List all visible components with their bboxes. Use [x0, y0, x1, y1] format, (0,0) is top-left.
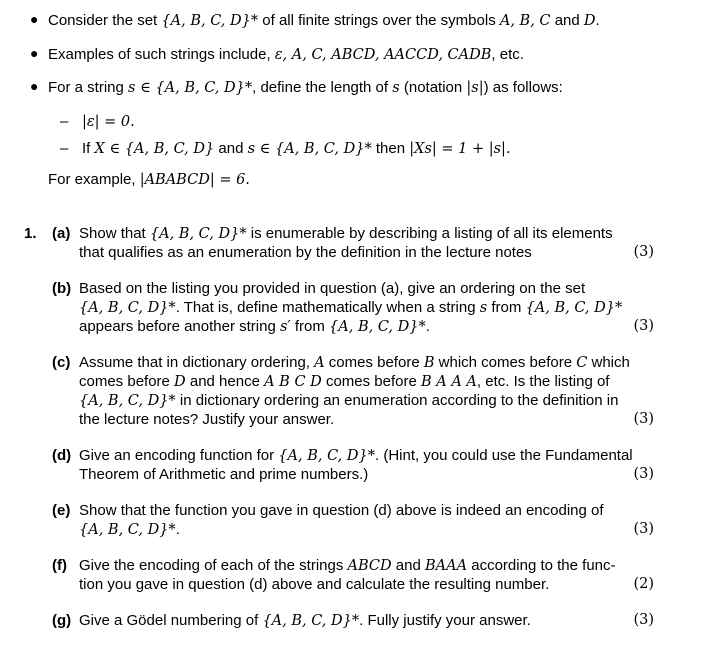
part-b-line-3: appears before another string s′ from {A, B, C, D}*. — [79, 318, 430, 335]
part-e-line-2: {A, B, C, D}*. — [79, 521, 180, 538]
part-a-line-2: that qualifies as an enumeration by the definition in the lecture notes — [79, 244, 532, 261]
preamble-bullet-1: Consider the set {A, B, C, D}* of all finite strings over the symbols A, B, C and D. — [48, 12, 600, 29]
part-c-line-2: comes before D and hence A B C D comes before B A A A, etc. Is the listing of — [79, 373, 610, 390]
part-f-line-2: tion you gave in question (d) above and calculate the resulting number. — [79, 576, 550, 593]
part-g-line-1: Give a Gödel numbering of {A, B, C, D}*. Fully justify your answer. — [79, 612, 531, 629]
part-d-marks: (3) — [633, 466, 654, 482]
part-d-line-2: Theorem of Arithmetic and prime numbers.) — [79, 466, 369, 483]
part-b-marks: (3) — [633, 318, 654, 334]
part-e-marks: (3) — [633, 521, 654, 537]
part-label-d: (d) — [52, 447, 72, 464]
part-label-f: (f) — [52, 557, 67, 574]
part-a-marks: (3) — [633, 244, 654, 260]
bullet-icon: ● — [30, 45, 39, 61]
part-c-marks: (3) — [633, 411, 654, 427]
preamble-bullet-3: For a string s ∈ {A, B, C, D}*, define the length of s (notation |s|) as follows: — [48, 79, 563, 96]
part-b-line-2: {A, B, C, D}*. That is, define mathematically when a string s from {A, B, C, D}* — [79, 299, 623, 316]
part-c-line-1: Assume that in dictionary ordering, A comes before B which comes before C which — [79, 354, 630, 371]
part-a-line-1: Show that {A, B, C, D}* is enumerable by describing a listing of all its elements — [79, 225, 613, 242]
length-rule-1: – |ε| = 0. — [60, 113, 135, 130]
part-e-line-1: Show that the function you gave in question (d) above is indeed an encoding of — [79, 502, 604, 519]
part-d-line-1: Give an encoding function for {A, B, C, D}*. (Hint, you could use the Fundamental — [79, 447, 633, 464]
part-label-g: (g) — [52, 612, 72, 629]
part-label-a: (a) — [52, 225, 71, 242]
part-c-line-3: {A, B, C, D}* in dictionary ordering an enumeration according to the definition in — [79, 392, 619, 409]
length-example: For example, |ABABCD| = 6. — [48, 171, 250, 188]
part-c-line-4: the lecture notes? Justify your answer. — [79, 411, 335, 428]
part-b-line-1: Based on the listing you provided in question (a), give an ordering on the set — [79, 280, 586, 297]
part-g-marks: (3) — [633, 612, 654, 628]
question-number: 1. — [24, 225, 37, 242]
bullet-icon: ● — [30, 11, 39, 27]
part-label-e: (e) — [52, 502, 71, 519]
preamble-bullet-2: Examples of such strings include, ε, A, C, ABCD, AACCD, CADB, etc. — [48, 46, 524, 63]
part-label-c: (c) — [52, 354, 71, 371]
part-f-marks: (2) — [633, 576, 654, 592]
part-label-b: (b) — [52, 280, 72, 297]
part-f-line-1: Give the encoding of each of the strings ABCD and BAAA according to the func- — [79, 557, 616, 574]
bullet-icon: ● — [30, 78, 39, 94]
length-rule-2: – If X ∈ {A, B, C, D} and s ∈ {A, B, C, D}* then |Xs| = 1 + |s|. — [60, 140, 511, 157]
